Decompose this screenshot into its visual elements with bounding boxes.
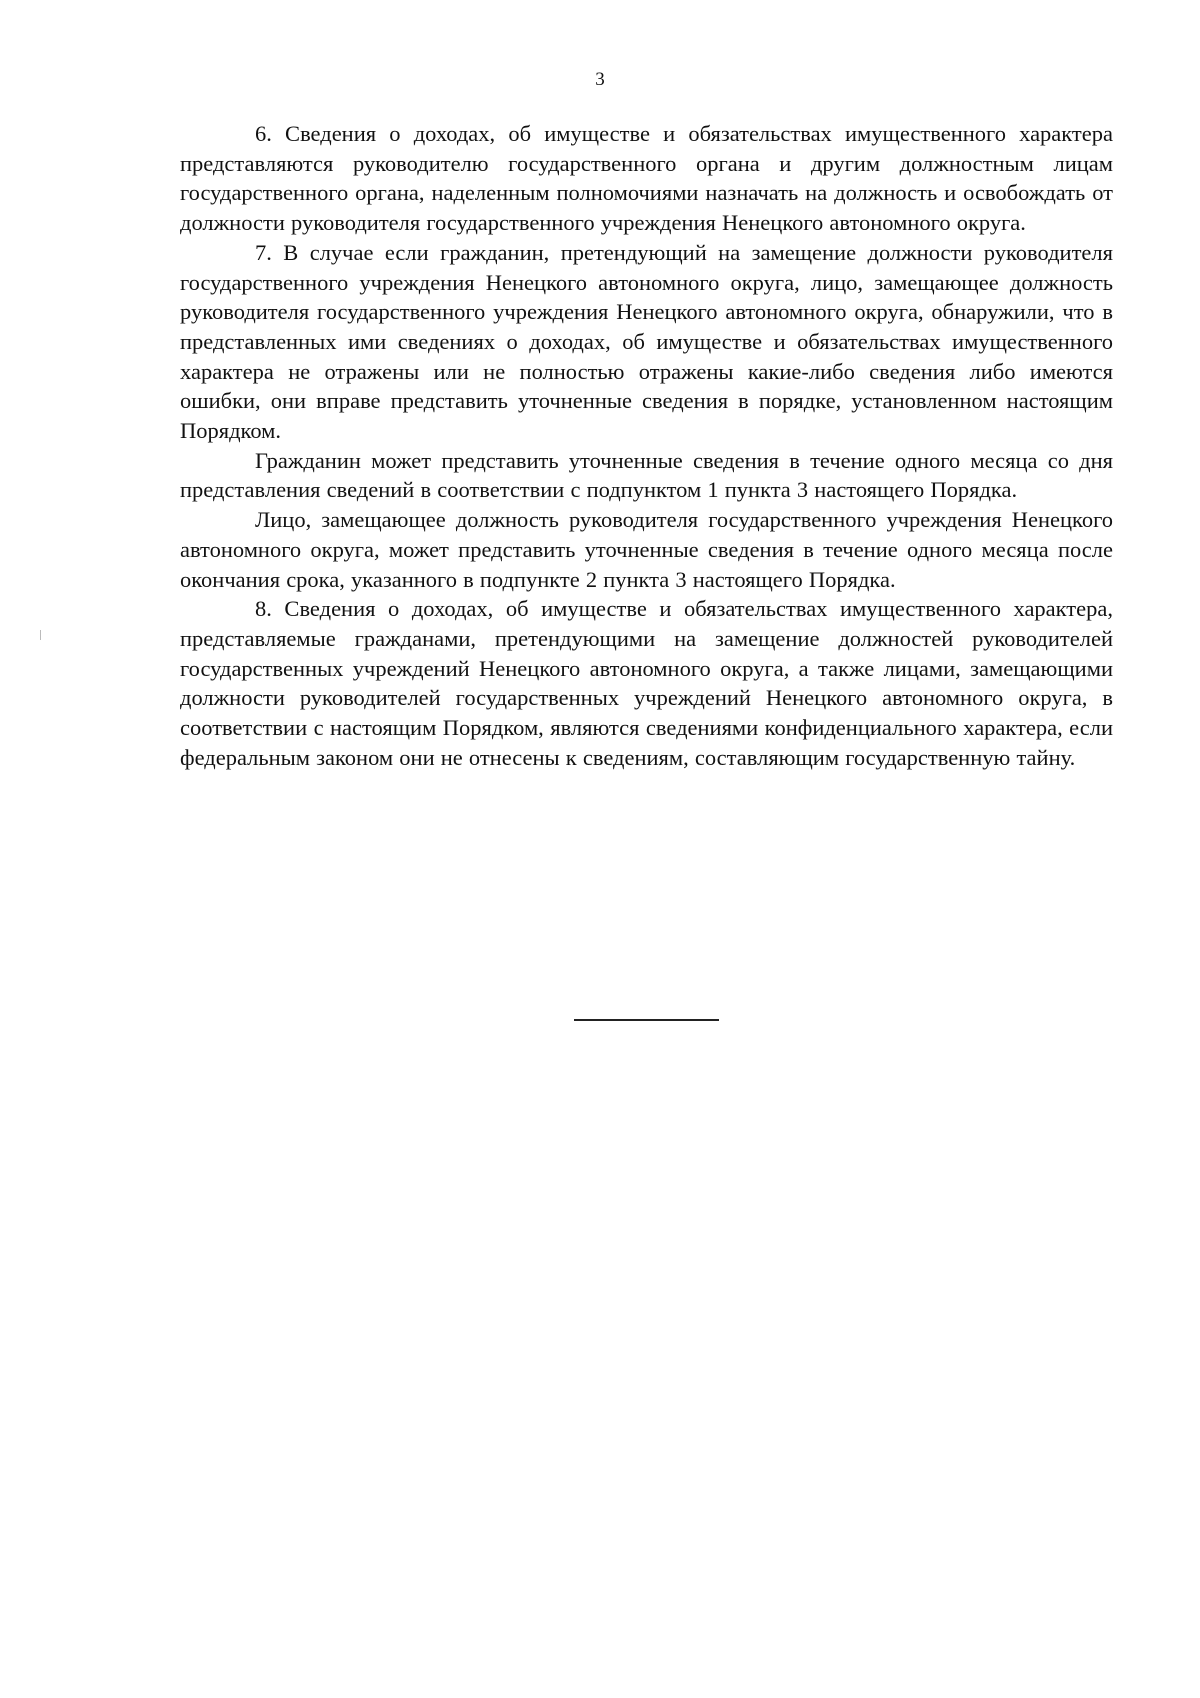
paragraph-citizen-clarification: Гражданин может представить уточненные сведения в течение одного месяца со дня представления сведений в соответствии с подпунктом 1 пункта 3 настоящего Порядка. [180, 447, 1113, 503]
paragraph-official-clarification: Лицо, замещающее должность руководителя государственного учреждения Ненецкого автономного округа, может представить уточненные сведения в течение одного месяца после окончания срока, указанного в подпункте 2 пункта 3 настоящего Порядка. [180, 507, 1113, 592]
document-body [180, 119, 1113, 772]
scan-artifact [40, 630, 41, 640]
paragraph-item-8: 8. Сведения о доходах, об имуществе и обязательствах имущественного характера, представляемые гражданами, претендующими на замещение должностей руководителей государственных учреждений Ненецкого автономного округа, а также лицами, замещающими должности руководителей государственных учреждений Ненецкого автономного округа, в соответствии с настоящим Порядком, являются сведениями конфиденциального характера, если федеральным законом они не отнесены к сведениям, составляющим государственную тайну. [180, 596, 1113, 770]
end-of-text-rule [574, 1019, 719, 1021]
paragraph-item-7: 7. В случае если гражданин, претендующий на замещение должности руководителя государственного учреждения Ненецкого автономного округа, лицо, замещающее должность руководителя государственного учреждения Ненецкого автономного округа, обнаружили, что в представленных ими сведениях о доходах, об имуществе и обязательствах имущественного характера не отражены или не полностью отражены какие-либо сведения либо имеются ошибки, они вправе представить уточненные сведения в порядке, установленном настоящим Порядком. [180, 239, 1113, 444]
page-number: 3 [595, 69, 605, 90]
paragraph-item-6: 6. Сведения о доходах, об имуществе и обязательствах имущественного характера представляются руководителю государственного органа и другим должностным лицам государственного органа, наделенным полномочиями назначать на должность и освобождать от должности руководителя государственного учреждения Ненецкого автономного округа. [180, 121, 1113, 236]
